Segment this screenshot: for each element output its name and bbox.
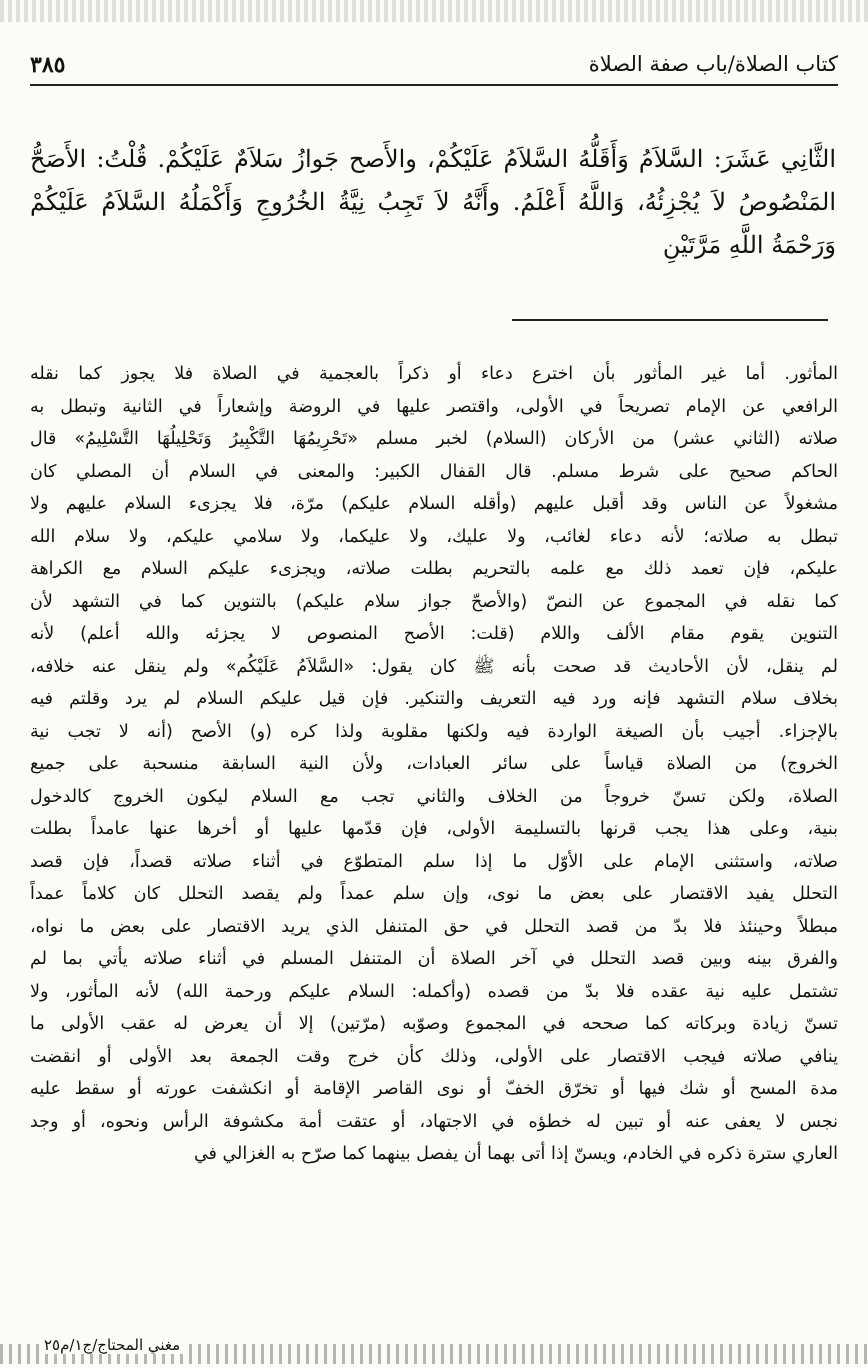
commentary-line: مبطلاً وحينئذ فلا بدّ من قصد التحلل في حق المتنفل الذي يريد الاقتصار على بعض ما نواه،: [30, 916, 838, 937]
commentary-line: تشتمل عليه نية عقده فلا بدّ من قصده (وأكمله: السلام عليكم ورحمة الله) لأنه المأثور، ولا: [30, 981, 838, 1002]
commentary-line: والفرق بينه وبين قصد التحلل في آخر الصلاة أن المتنفل المسلم في أثناء صلاته يأتي بما لم: [30, 949, 838, 969]
matn-text: [30, 138, 836, 267]
signature-mark: مغني المحتاج/ج١/م٢٥: [40, 1336, 184, 1354]
commentary-line: الرافعي عن الإمام تصريحاً في الأولى، واقتصر عليها في الروضة وإشعاراً في الثانية وتبطل به: [30, 396, 838, 417]
commentary-line: صلاته (الثاني عشر) من الأركان (السلام) لخبر مسلم «تَحْرِيمُهَا التَّكْبِيرُ وَتَحْلِيلُهَا التَّسْلِيمُ» قال: [30, 429, 838, 449]
commentary-line: التنوين يقوم مقام الألف واللام (قلت: الأصح المنصوص لا يجزئه والله أعلم) لأنه: [30, 624, 838, 644]
running-header: [30, 38, 838, 86]
page-number: ٣٨٥: [30, 52, 66, 78]
commentary-line: تسنّ زيادة وبركاته كما صححه في المجموع وصوّبه (مرّتين) إلا أن يعرض له عقب الأولى ما: [30, 1014, 838, 1034]
commentary-line: نجس لا يعفى عنه أو تبين له خطؤه في الاجتهاد، أو عتقت أمة مكشوفة الرأس ونحوه، أو وجد: [30, 1111, 838, 1132]
header-title: كتاب الصلاة/باب صفة الصلاة: [588, 52, 838, 76]
commentary-line: الخروج) من الصلاة قياساً على سائر العبادات، ولأن النية السابقة منسحبة على جميع: [30, 754, 838, 774]
commentary-line: مشغولاً عن الناس وقد أقبل عليهم (وأقله السلام عليكم) مرّة، فلا يجزىء السلام عليهم ولا: [30, 494, 838, 514]
matn-line: الثَّانِي عَشَرَ: السَّلاَمُ وَأَقَلُّهُ السَّلاَمُ عَلَيْكُمْ، والأَصح جَوازُ سَلاَمٌ عَلَيْكُمْ. قُلْتُ: الأَصَحُّ: [30, 145, 836, 173]
commentary-line: التحلل يفيد الاقتصار على بعض ما نوى، وإن سلم عمداً ولم يقصد التحلل كان كلاماً عمداً: [30, 884, 838, 904]
commentary-line: الصلاة، ولكن تسنّ خروجاً من الخلاف والثاني تجب مع السلام ليكون الخروج كالدخول: [30, 786, 838, 807]
commentary-line: العاري سترة ذكره في الخادم، ويسنّ إذا أتى بهما أن يفصل بينهما كما صرّح به الغزالي في: [193, 1144, 838, 1164]
top-ornament-border: [0, 0, 868, 22]
commentary-line: مدة المسح أو شك فيها أو تخرّق الخفّ أو نوى القاصر الإقامة أو انكشفت عورته أو سقط عليه: [30, 1079, 838, 1099]
footnote-separator: [512, 319, 828, 321]
commentary-line: المأثور. أما غير المأثور بأن اخترع دعاء أو ذكراً بالعجمية في الصلاة فلا يجوز كما نقله: [30, 364, 838, 384]
commentary-line: تبطل به صلاته؛ لأنه دعاء لغائب، ولا عليك، ولا عليكما، ولا سلامي عليكم، ولا سلام الله: [30, 526, 838, 547]
matn-line: وَرَحْمَةُ اللَّهِ مَرَّتَيْنِ: [662, 231, 836, 259]
commentary-line: بنية، وعلى هذا يجب قرنها بالتسليمة الأولى، فإن قدّمها عليها أو أخرها عنها عامداً بطلت: [30, 819, 838, 839]
commentary-line: بالإجزاء. أجيب بأن الصيغة الواردة فيه ولكنها مقلوبة ولذا كره (و) الأصح (أنه لا تجب نية: [30, 721, 838, 742]
commentary-line: ينافي صلاته فيجب الاقتصار على الأولى، وذلك كأن خرج وقت الجمعة بعد الأولى أو انقضت: [30, 1046, 838, 1067]
commentary-line: الحاكم صحيح على شرط مسلم. قال القفال الكبير: والمعنى في السلام أن المصلي كان: [30, 461, 838, 482]
commentary-line: لم ينقل، لأن الأحاديث قد صحت بأنه ﷺ كان يقول: «السَّلاَمُ عَلَيْكُم» ولم ينقل عنه خلافه،: [30, 656, 838, 677]
commentary-line: بخلاف سلام التشهد فإنه ورد فيه التعريف والتنكير. فإن قيل عليكم السلام لم يرد وقلتم فيه: [30, 689, 838, 709]
commentary-line: صلاته، واستثنى الإمام على الأوّل ما إذا سلم المتطوّع في أثناء صلاته قصداً، فإن قصد: [30, 851, 838, 872]
commentary-line: عليكم، فإن تعمد ذلك مع علمه بالتحريم بطلت صلاته، ويجزىء عليكم السلام مع الكراهة: [30, 559, 838, 579]
matn-line: المَنْصُوصُ لاَ يُجْزِئُهُ، وَاللَّهُ أَعْلَمُ. وأَنَّهُ لاَ تَجِبُ نِيَّةُ الخُرُوجِ وَأَكْمَلُهُ السَّلاَمُ عَلَيْكُمْ: [30, 188, 836, 216]
commentary-text: [30, 358, 838, 1171]
commentary-line: كما نقله في المجموع عن النصّ (والأصحّ جواز سلام عليكم) بالتنوين كما في التشهد لأن: [30, 591, 838, 612]
